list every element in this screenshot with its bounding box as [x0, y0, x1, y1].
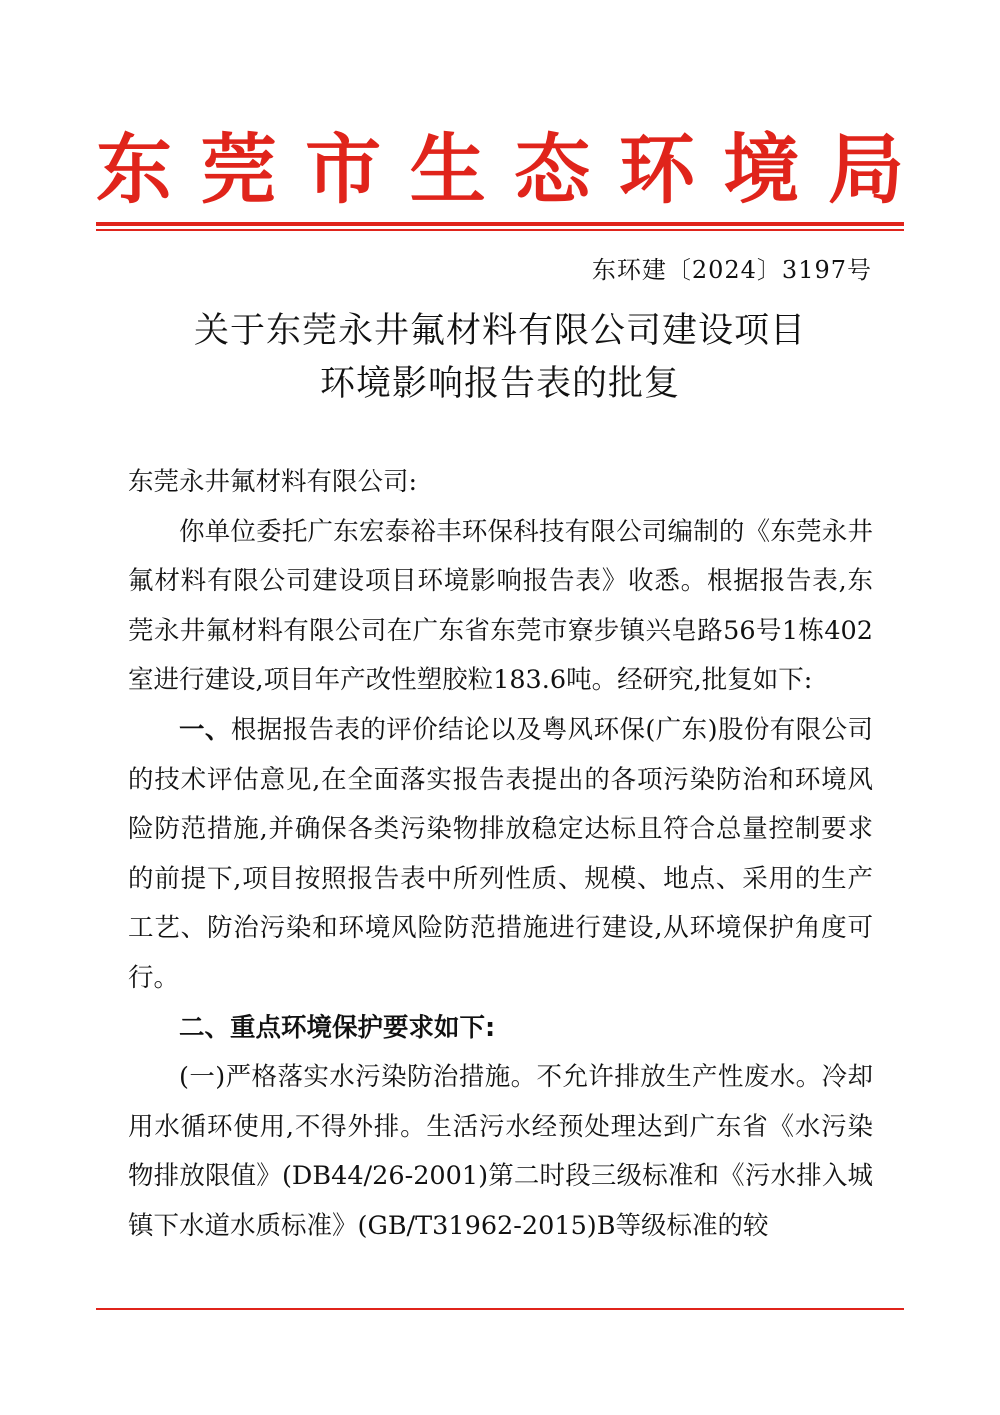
- paragraph-item-1: (一)严格落实水污染防治措施。不允许排放生产性废水。冷却用水循环使用,不得外排。生活污水经预处理达到广东省《水污染物排放限值》(DB44/26-2001)第二时段三级标准和《污水排入城镇下水道水质标准》(GB/T31962-2015)B等级标准的较: [128, 1062, 873, 1241]
- paragraph-intro: 你单位委托广东宏泰裕丰环保科技有限公司编制的《东莞永井氟材料有限公司建设项目环境影响报告表》收悉。根据报告表,东莞永井氟材料有限公司在广东省东莞市寮步镇兴皂路56号1栋402室进行建设,项目年产改性塑胶粒183.6吨。经研究,批复如下:: [128, 516, 873, 696]
- agency-header-char: 莞: [200, 125, 277, 214]
- document-title-line-2: 环境影响报告表的批复: [319, 364, 680, 404]
- header-divider-thick: [96, 222, 904, 226]
- agency-header-char: 市: [305, 125, 382, 214]
- agency-header-char: 态: [514, 125, 591, 214]
- paragraph-section-2: [128, 1004, 873, 1054]
- section-1-heading: 一、: [179, 714, 231, 745]
- agency-header-char: 境: [723, 125, 800, 214]
- paragraph-section-1: [128, 706, 873, 1004]
- agency-header-char: 局: [827, 125, 904, 214]
- agency-header: [96, 120, 904, 220]
- agency-header-char: 环: [618, 125, 695, 214]
- section-2-heading: 二、: [179, 1012, 231, 1043]
- document-title: [96, 305, 904, 411]
- salutation: 东莞永井氟材料有限公司:: [128, 467, 418, 497]
- header-divider-thin: [96, 229, 904, 231]
- document-number: 东环建〔2024〕3197号: [591, 256, 872, 284]
- agency-header-char: 生: [409, 125, 486, 214]
- document-title-line-1: 关于东莞永井氟材料有限公司建设项目: [193, 311, 806, 351]
- agency-header-char: 东: [96, 125, 172, 214]
- document-body: [128, 458, 873, 1252]
- section-2-text: 重点环境保护要求如下:: [230, 1012, 496, 1043]
- footer-divider: [96, 1308, 904, 1310]
- section-1-text: 根据报告表的评价结论以及粤风环保(广东)股份有限公司的技术评估意见,在全面落实报告表提出的各项污染防治和环境风险防范措施,并确保各类污染物排放稳定达标且符合总量控制要求的前提下,项目按照报告表中所列性质、规模、地点、采用的生产工艺、防治污染和环境风险防范措施进行建设,从环境保护角度可行。: [128, 714, 873, 993]
